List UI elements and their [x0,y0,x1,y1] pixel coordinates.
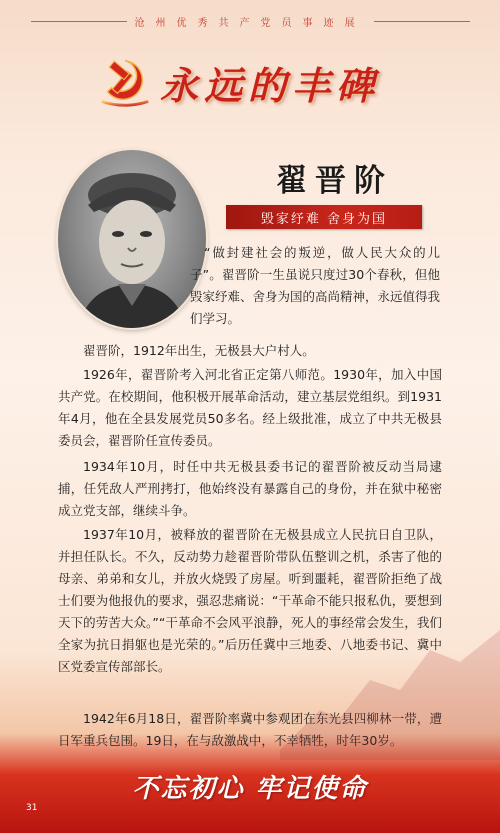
paragraph: 1934年10月，时任中共无极县委书记的翟晋阶被反动当局逮捕，任凭敌人严刑拷打，他始终没有暴露自己的身份，并在狱中秘密成立党支部，继续斗争。 [58,459,442,518]
person-name: 翟晋阶 [276,163,393,199]
heading [96,52,380,112]
page-number: 31 [26,803,38,813]
portrait-image [58,150,206,328]
motto-banner [226,205,422,229]
paragraph: 1942年6月18日，翟晋阶率冀中参观团在东光县四柳林一带，遭日军重兵包围。19日，在与敌激战中，不幸牺牲，时年30岁。 [58,711,442,748]
heading-title: 永远的丰碑 [160,62,381,108]
divider-right [374,21,470,22]
series-bar [0,14,500,28]
footer-slogan: 不忘初心 牢记使命 [132,774,368,804]
paragraph: 翟晋阶，1912年出生，无极县大户村人。 [83,343,315,358]
divider-left [31,21,127,22]
paragraph: 1926年，翟晋阶考入河北省正定第八师范。1930年，加入中国共产党。在校期间，他积极开展革命活动，建立基层党组织。到1931年4月，他在全县发展党员50多名。经上级批准，成立了中共无极县委员会，翟晋阶任宣传委员。 [58,367,442,448]
great-wall-decoration [280,600,500,760]
hammer-sickle-icon [96,53,154,111]
motto-text: 毁家纾难 舍身为国 [260,211,388,227]
paragraph: 1937年10月，被释放的翟晋阶在无极县成立人民抗日自卫队，并担任队长。不久，反动势力趁翟晋阶带队伍整训之机，杀害了他的母亲、弟弟和女儿，并放火烧毁了房屋。听到噩耗，翟晋阶拒绝了战士们要为他报仇的要求，强忍悲痛说：“干革命不能只报私仇，要想到天下的劳苦大众。”“干革命不会风平浪静，死人的事经常会发生，我们全家为抗日捐躯也是光荣的。”后历任冀中三地委、八地委书记、冀中区党委宣传部部长。 [58,527,442,674]
intro-quote: “做封建社会的叛逆，做人民大众的儿子”。翟晋阶一生虽说只度过30个春秋，但他毁家纾难、舍身为国的高尚精神，永远值得我们学习。 [190,245,441,326]
series-title: 沧州优秀共产党员事迹展 [134,17,366,29]
portrait [58,150,206,328]
